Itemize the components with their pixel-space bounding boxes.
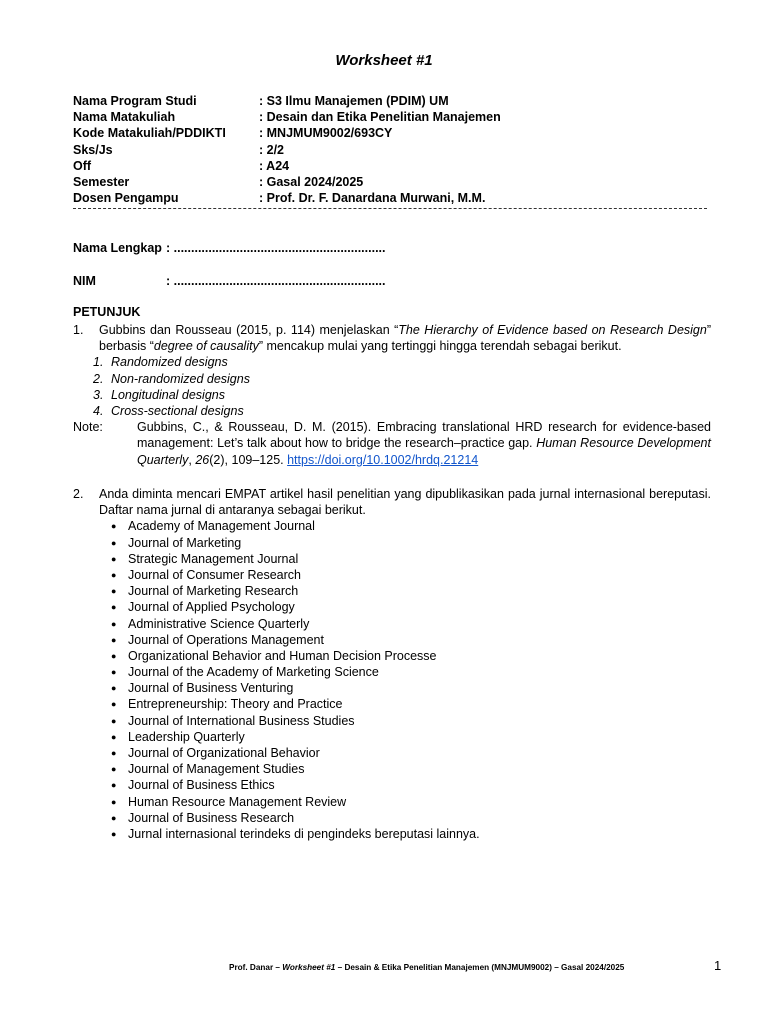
- info-label: Off: [73, 158, 92, 173]
- journal-item: [111, 729, 711, 745]
- design-item: [93, 354, 711, 370]
- bullet-icon: ●: [111, 683, 117, 694]
- info-row: [73, 174, 501, 190]
- hierarchy-title: The Hierarchy of Evidence based on Research Design: [398, 323, 707, 337]
- info-row: [73, 158, 501, 174]
- citation-text: Gubbins, C., & Rousseau, D. M. (2015). Embracing translational HRD research for evidence-based management: Let’s talk about how to bridge the research–practice gap.: [137, 420, 711, 451]
- instruction-item-2: [73, 486, 711, 842]
- info-label: Nama Program Studi: [73, 94, 197, 108]
- bullet-icon: ●: [111, 828, 117, 839]
- footer-author: Prof. Danar –: [229, 963, 283, 972]
- journal-name: Journal of Consumer Research: [128, 567, 301, 582]
- item-1-text: [99, 322, 711, 354]
- journal-item: [111, 567, 711, 583]
- design-number: 2.: [93, 371, 104, 386]
- nim-label: NIM: [73, 274, 96, 288]
- journal-item: [111, 664, 711, 680]
- bullet-icon: ●: [111, 812, 117, 823]
- journal-name: Journal of Organizational Behavior: [128, 746, 320, 761]
- design-text: Non-randomized designs: [111, 371, 250, 386]
- design-item: [93, 371, 711, 387]
- journal-item: [111, 632, 711, 648]
- page-footer: [229, 963, 624, 972]
- text-segment: ” berbasis “: [99, 323, 711, 354]
- journal-item: [111, 648, 711, 664]
- info-value: : S3 Ilmu Manajemen (PDIM) UM: [259, 94, 449, 108]
- design-number: 3.: [93, 387, 104, 402]
- info-row: [73, 93, 501, 109]
- journal-item: [111, 810, 711, 826]
- doi-link[interactable]: https://doi.org/10.1002/hrdq.21214: [287, 452, 479, 467]
- journal-item: [111, 518, 711, 534]
- journal-name: Human Resource Management Review: [128, 794, 347, 809]
- journal-name: Journal of Marketing: [128, 535, 242, 550]
- journal-item: [111, 616, 711, 632]
- info-row: [73, 125, 501, 141]
- journal-item: [111, 696, 711, 712]
- journal-item: [111, 713, 711, 729]
- bullet-icon: ●: [111, 715, 117, 726]
- bullet-icon: ●: [111, 748, 117, 759]
- info-label: Dosen Pengampu: [73, 191, 179, 206]
- reference-note: [73, 419, 711, 468]
- page-number: 1: [714, 958, 722, 973]
- journal-name: Organizational Behavior and Human Decision Processe: [128, 648, 437, 663]
- journal-item: [111, 826, 711, 842]
- journal-name: Journal of Business Research: [128, 810, 295, 825]
- journal-item: [111, 680, 711, 696]
- text-segment: Gubbins dan Rousseau (2015, p. 114) menjelaskan “: [99, 323, 399, 337]
- info-row: [73, 109, 501, 125]
- info-value: : MNJMUM9002/693CY: [259, 126, 393, 141]
- journal-item: [111, 777, 711, 793]
- info-row: [73, 142, 501, 158]
- text-segment: ” mencakup mulai yang tertinggi hingga terendah sebagai berikut.: [258, 339, 622, 354]
- journal-name: Strategic Management Journal: [128, 551, 299, 566]
- journal-name: Journal of Business Ethics: [128, 778, 275, 793]
- instructions-heading: PETUNJUK: [73, 305, 141, 319]
- design-text: Longitudinal designs: [111, 387, 225, 402]
- bullet-icon: ●: [111, 634, 117, 645]
- journal-name: Leadership Quarterly: [128, 729, 245, 744]
- journal-name: Journal of International Business Studies: [128, 713, 355, 728]
- info-label: Kode Matakuliah/PDDIKTI: [73, 126, 226, 141]
- info-value: : Desain dan Etika Penelitian Manajemen: [259, 110, 501, 125]
- bullet-icon: ●: [111, 650, 117, 661]
- journal-name: Jurnal internasional terindeks di pengindeks bereputasi lainnya.: [128, 826, 480, 841]
- bullet-icon: ●: [111, 553, 117, 564]
- course-info: [73, 93, 501, 206]
- journal-item: [111, 551, 711, 567]
- name-field: [73, 241, 385, 255]
- nim-blank: : .............................................................: [166, 274, 386, 288]
- separator-line: [73, 208, 707, 209]
- design-item: [93, 387, 711, 403]
- bullet-icon: ●: [111, 796, 117, 807]
- bullet-icon: ●: [111, 569, 117, 580]
- info-value: : Prof. Dr. F. Danardana Murwani, M.M.: [259, 191, 486, 206]
- footer-worksheet: Worksheet #1: [282, 963, 336, 972]
- journal-item: [111, 583, 711, 599]
- citation-volume: 26: [195, 452, 210, 467]
- journal-item: [111, 794, 711, 810]
- info-label: Sks/Js: [73, 142, 113, 157]
- journal-name: Academy of Management Journal: [128, 519, 315, 534]
- bullet-icon: ●: [111, 780, 117, 791]
- bullet-icon: ●: [111, 731, 117, 742]
- design-list: [93, 354, 711, 419]
- nim-field: [73, 274, 385, 288]
- causality-term: degree of causality: [153, 339, 259, 354]
- item-2-text: Anda diminta mencari EMPAT artikel hasil penelitian yang dipublikasikan pada jurnal internasional bereputasi. Daftar nama jurnal di antaranya sebagai berikut.: [99, 487, 711, 518]
- bullet-icon: ●: [111, 667, 117, 678]
- journal-item: [111, 535, 711, 551]
- info-value: : A24: [259, 158, 290, 173]
- journal-name: Journal of Applied Psychology: [128, 600, 295, 615]
- info-value: : Gasal 2024/2025: [259, 174, 364, 189]
- info-value: : 2/2: [259, 142, 285, 157]
- note-label: Note:: [73, 420, 103, 435]
- name-label: Nama Lengkap: [73, 241, 162, 255]
- bullet-icon: ●: [111, 586, 117, 597]
- instruction-item-1: [73, 322, 711, 468]
- journal-name: Entrepreneurship: Theory and Practice: [128, 697, 343, 712]
- citation-journal: Human Resource Development Quarterly: [137, 436, 711, 467]
- item-number: 2.: [73, 487, 84, 501]
- bullet-icon: ●: [111, 699, 117, 710]
- design-number: 1.: [93, 355, 104, 370]
- journal-list: [111, 518, 711, 842]
- info-label: Nama Matakuliah: [73, 110, 176, 125]
- text-segment: ,: [188, 452, 196, 467]
- journal-item: [111, 761, 711, 777]
- design-number: 4.: [93, 403, 104, 418]
- design-item: [93, 403, 711, 419]
- footer-course: – Desain & Etika Penelitian Manajemen (MNJMUM9002) – Gasal 2024/2025: [335, 963, 625, 972]
- item-number: 1.: [73, 323, 84, 337]
- journal-item: [111, 599, 711, 615]
- design-text: Cross-sectional designs: [111, 403, 244, 418]
- bullet-icon: ●: [111, 602, 117, 613]
- citation-pages: (2), 109–125.: [209, 452, 288, 467]
- journal-name: Journal of Management Studies: [128, 762, 305, 777]
- design-text: Randomized designs: [111, 355, 228, 370]
- journal-name: Journal of the Academy of Marketing Science: [128, 665, 379, 680]
- journal-name: Journal of Business Venturing: [128, 681, 294, 696]
- name-blank: : .............................................................: [166, 241, 386, 255]
- bullet-icon: ●: [111, 537, 117, 548]
- journal-item: [111, 745, 711, 761]
- bullet-icon: ●: [111, 764, 117, 775]
- info-label: Semester: [73, 174, 130, 189]
- journal-name: Administrative Science Quarterly: [128, 616, 310, 631]
- worksheet-title: Worksheet #1: [335, 52, 433, 69]
- info-row: [73, 190, 501, 206]
- journal-name: Journal of Marketing Research: [128, 584, 299, 599]
- bullet-icon: ●: [111, 521, 117, 532]
- journal-name: Journal of Operations Management: [128, 632, 324, 647]
- bullet-icon: ●: [111, 618, 117, 629]
